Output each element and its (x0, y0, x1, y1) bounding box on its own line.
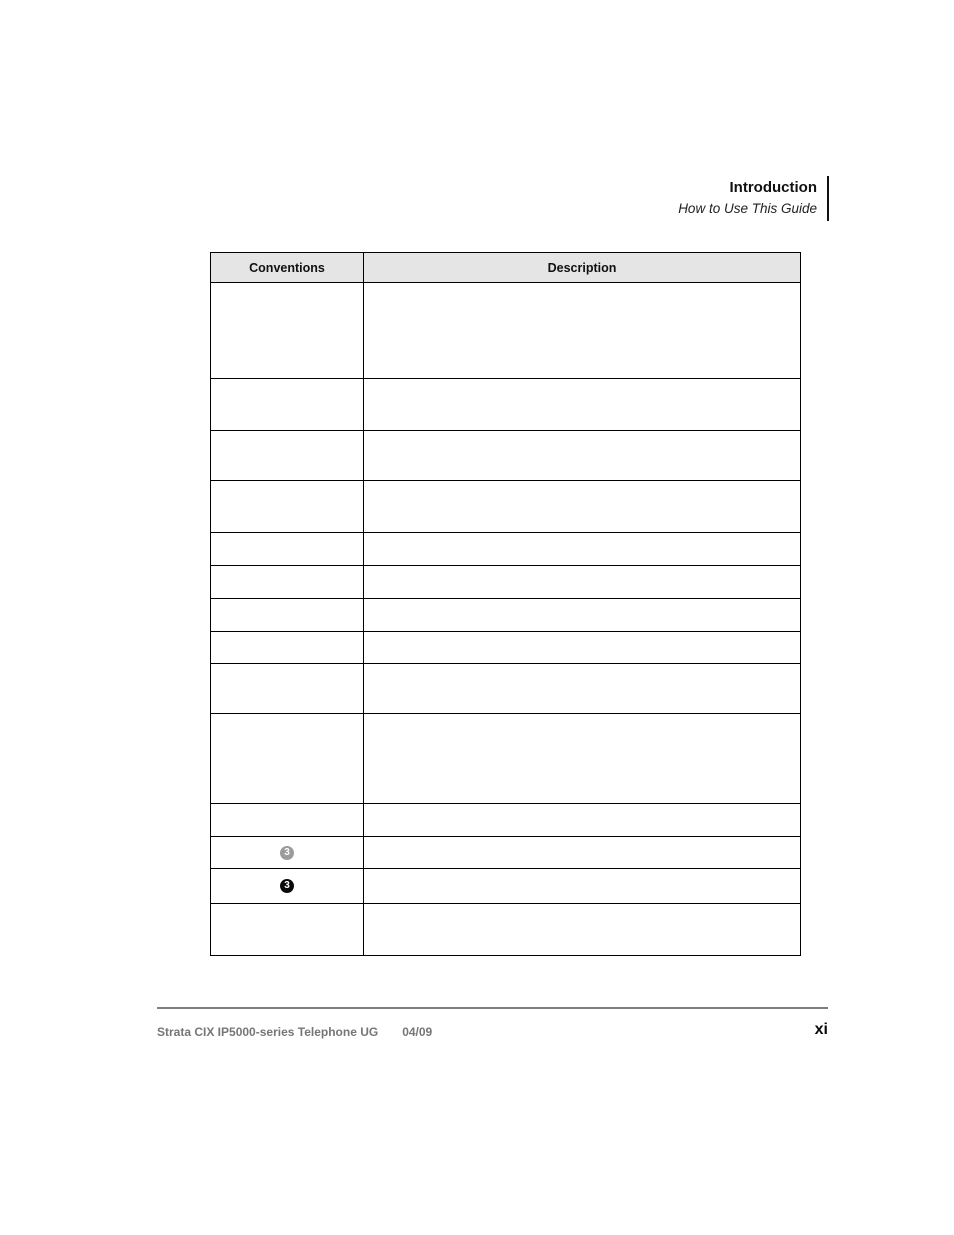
description-cell (364, 837, 800, 868)
description-cell (364, 533, 800, 565)
description-cell (364, 481, 800, 532)
convention-cell (211, 431, 364, 480)
header-divider-bar (827, 176, 829, 221)
table-row (211, 664, 800, 714)
table-row (211, 632, 800, 664)
column-header-conventions: Conventions (211, 253, 364, 282)
description-cell (364, 431, 800, 480)
description-cell (364, 283, 800, 378)
table-row (211, 804, 800, 837)
table-row (211, 431, 800, 481)
convention-cell (211, 566, 364, 598)
description-cell (364, 904, 800, 955)
section-title: Introduction (729, 179, 817, 196)
footer-rule (157, 1007, 828, 1009)
convention-cell (211, 804, 364, 836)
description-cell (364, 566, 800, 598)
convention-cell (211, 599, 364, 631)
running-header (678, 178, 817, 219)
convention-cell (211, 533, 364, 565)
table-row (211, 379, 800, 431)
description-cell (364, 599, 800, 631)
convention-cell (211, 837, 364, 868)
convention-cell (211, 714, 364, 803)
footer-text (157, 1025, 432, 1039)
column-header-description: Description (547, 260, 617, 275)
description-cell (364, 632, 800, 663)
table-row (211, 566, 800, 599)
convention-cell (211, 632, 364, 663)
convention-cell (211, 869, 364, 903)
table-row (211, 481, 800, 533)
description-cell (364, 869, 800, 903)
convention-cell (211, 283, 364, 378)
table-row (211, 283, 800, 379)
convention-cell (211, 904, 364, 955)
circled-3-black-icon: 3 (280, 879, 294, 893)
table-row (211, 837, 800, 869)
table-row (211, 533, 800, 566)
circled-3-gray-icon: 3 (280, 846, 294, 860)
table-row (211, 904, 800, 955)
description-cell (364, 664, 800, 713)
description-cell (364, 804, 800, 836)
convention-cell (211, 664, 364, 713)
description-cell (364, 714, 800, 803)
table-row (211, 599, 800, 632)
page-number: xi (814, 1021, 828, 1038)
table-row (211, 714, 800, 804)
description-cell (364, 379, 800, 430)
convention-cell (211, 481, 364, 532)
footer-date: 04/09 (402, 1025, 433, 1039)
table-header-row (211, 253, 800, 283)
section-subtitle: How to Use This Guide (678, 201, 817, 216)
convention-cell (211, 379, 364, 430)
table-row (211, 869, 800, 904)
footer-doc-title: Strata CIX IP5000-series Telephone UG (157, 1025, 379, 1039)
conventions-table (210, 252, 801, 956)
